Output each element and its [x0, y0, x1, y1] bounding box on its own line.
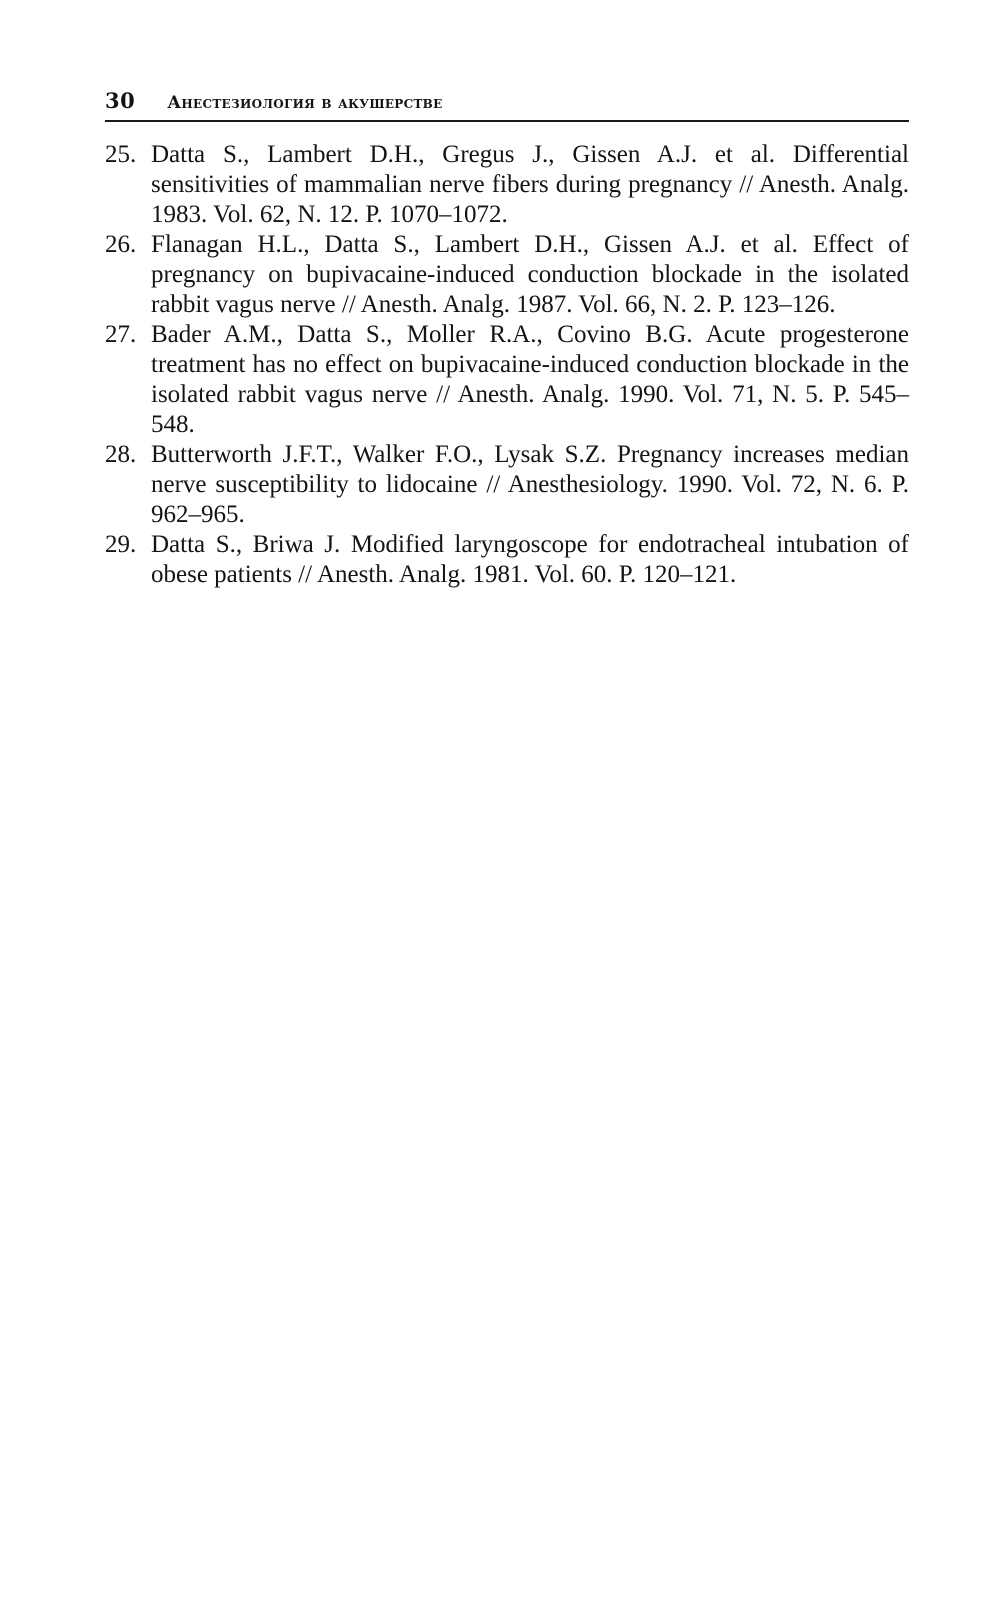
reference-number: 28.	[105, 441, 137, 468]
reference-text: Datta S., Briwa J. Modified laryngoscope for endotracheal intubation of obese patients // Anesth. Analg. 1981. Vol. 60. P. 120–121.	[151, 531, 909, 588]
reference-item-29	[105, 530, 909, 590]
reference-text: Butterworth J.F.T., Walker F.O., Lysak S.Z. Pregnancy increases median nerve susceptibility to lidocaine // Anesthesiology. 1990. Vol. 72, N. 6. P. 962–965.	[151, 441, 909, 528]
reference-number: 26.	[105, 231, 137, 258]
reference-number: 29.	[105, 531, 137, 558]
page-number: 30	[105, 88, 136, 113]
running-title: Анестезиология в акушерстве	[167, 93, 443, 113]
reference-text: Datta S., Lambert D.H., Gregus J., Gissen A.J. et al. Differential sensitivities of mammalian nerve fibers during pregnancy // Anesth. Analg. 1983. Vol. 62, N. 12. P. 1070–1072.	[151, 141, 909, 228]
reference-item-27	[105, 320, 909, 440]
reference-number: 27.	[105, 321, 137, 348]
reference-number: 25.	[105, 141, 137, 168]
reference-item-26	[105, 230, 909, 320]
reference-text: Bader A.M., Datta S., Moller R.A., Covino B.G. Acute progesterone treatment has no effect on bupivacaine-induced conduction blockade in the isolated rabbit vagus nerve // Anesth. Analg. 1990. Vol. 71, N. 5. P. 545–548.	[151, 321, 909, 438]
reference-item-25	[105, 140, 909, 230]
reference-text: Flanagan H.L., Datta S., Lambert D.H., Gissen A.J. et al. Effect of pregnancy on bupivacaine-induced conduction blockade in the isolated rabbit vagus nerve // Anesth. Analg. 1987. Vol. 66, N. 2. P. 123–126.	[151, 231, 909, 318]
reference-list	[105, 140, 909, 590]
page-header	[105, 88, 909, 122]
reference-item-28	[105, 440, 909, 530]
